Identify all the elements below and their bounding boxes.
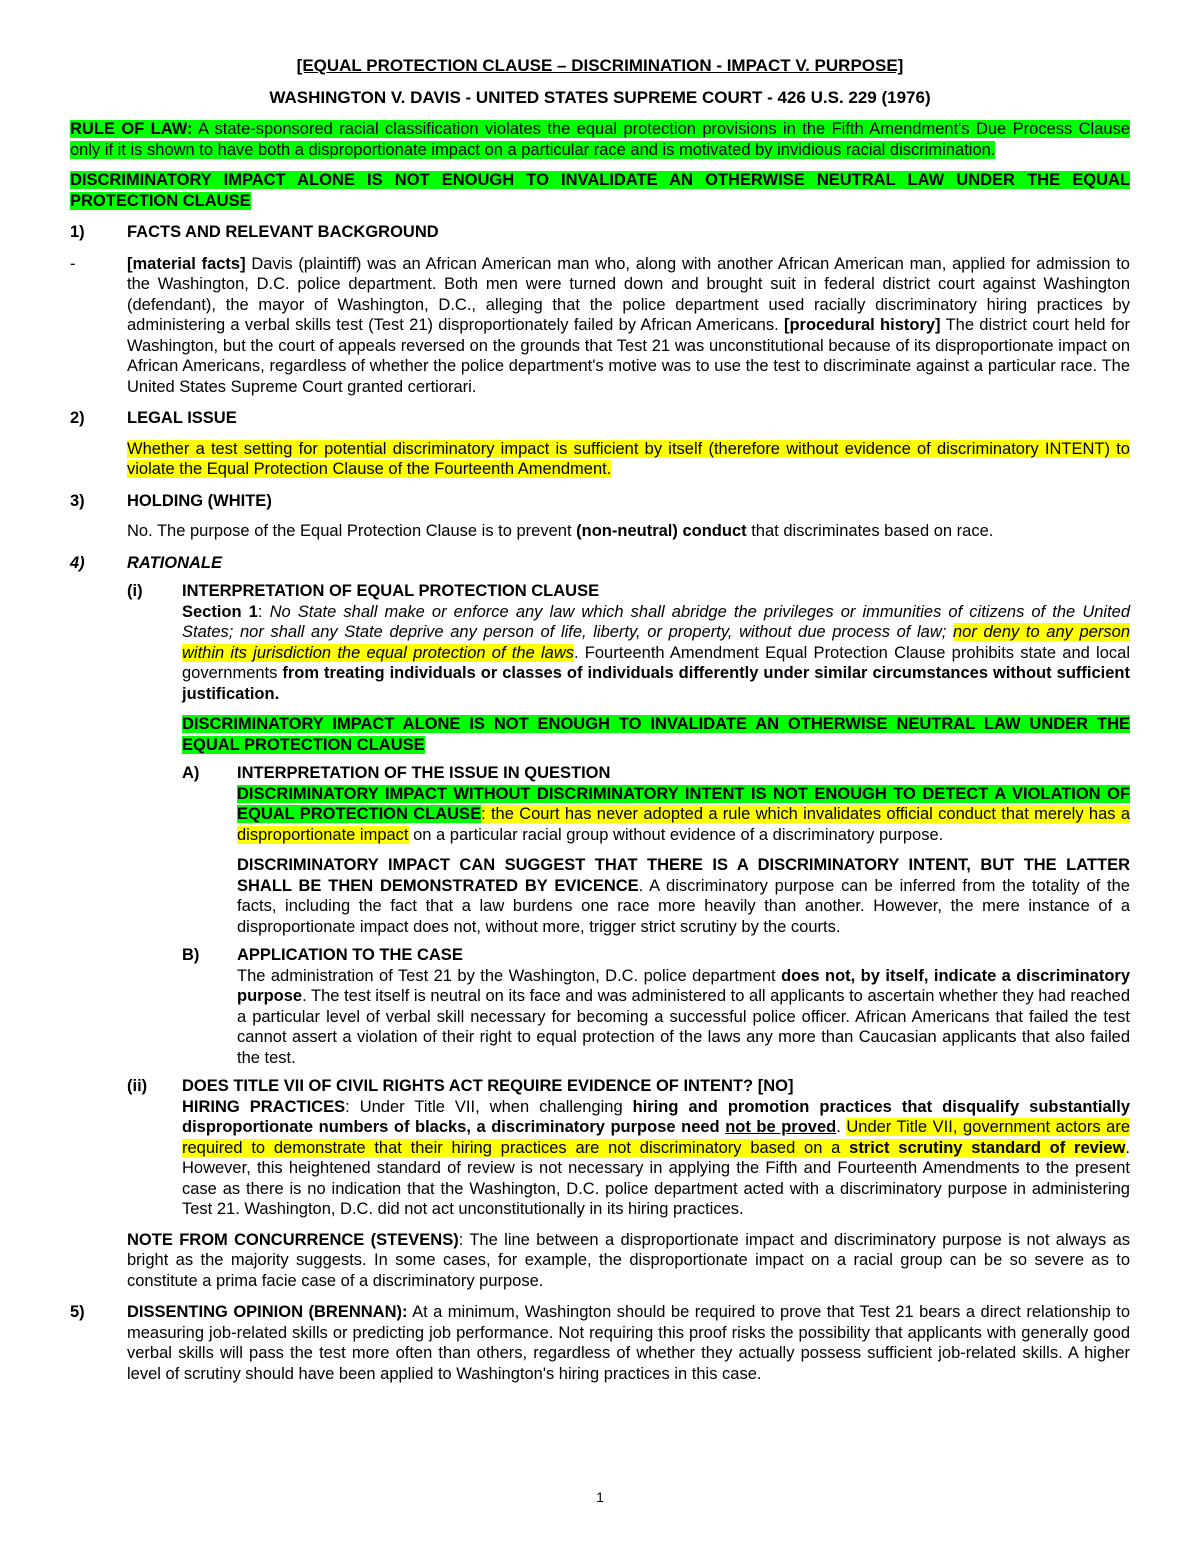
section-heading: LEGAL ISSUE: [127, 409, 237, 427]
issue-text: [127, 439, 1130, 480]
B-pre: The administration of Test 21 by the Washington, D.C. police department: [237, 966, 782, 985]
facts-label: [material facts]: [127, 254, 246, 273]
dissent-text: At a minimum, Washington should be required to prove that Test 21 bears a direct relationship to measuring job-related skills or predicting job performance. Not requiring this proof risks the possibility that applicants with generally good verbal skills will pass the test more often than others, regardless of whether they actually possess sufficient job-related skills. A higher level of scrutiny should have been applied to Washington's hiring practices in this case.: [127, 1303, 1131, 1383]
section-number: 5): [70, 1303, 85, 1321]
ii-post: . However, this heightened standard of review is not necessary in applying the Fifth and Fourteenth Amendments to the present case as there is no indication that the Washington, D.C. police department acted with a discriminatory purpose in administering Test 21. Washington, D.C. did not act unconstitutionally in its hiring practices.: [182, 1138, 1130, 1218]
A-plain-2: . A discriminatory purpose can be inferred from the totality of the facts, including the fact that a law burdens one race more heavily than another. However, the mere instance of a disproportionate impact does not, without more, trigger strict scrutiny by the courts.: [237, 876, 1130, 936]
case-citation: WASHINGTON V. DAVIS - UNITED STATES SUPREME COURT - 426 U.S. 229 (1976): [269, 88, 931, 107]
B-text: [237, 966, 1130, 1069]
ii-label: HIRING PRACTICES: [182, 1097, 346, 1116]
ii-yellow: Under Title VII, government actors are required to demonstrate that their hiring practices are not discriminatory based on a: [182, 1118, 1130, 1157]
rationale-A: [182, 763, 1130, 937]
note-label: NOTE FROM CONCURRENCE (STEVENS): [127, 1230, 459, 1249]
procedural-text: The district court held for Washington, but the court of appeals reversed on the grounds that Test 21 was unconstitutional because of its disproportionate impact on African Americans, regardless of whether the police department's motive was to use the test to discriminate against a particular race. The United States Supreme Court granted certiorari.: [127, 316, 1131, 396]
section-dissent: [70, 1302, 1130, 1384]
section-number: 4): [70, 553, 85, 572]
quote-mid: . Fourteenth Amendment Equal Protection Clause prohibits state and local governments: [182, 643, 1130, 682]
rule-text: A state-sponsored racial classification violates the equal protection provisions in the Fifth Amendment's Due Process Clause only if it is shown to have both a disproportionate impact on a particular race and is motivated by invidious racial discrimination.: [70, 120, 1130, 159]
subsub-number: B): [182, 946, 200, 964]
A-plain: on a particular racial group without evidence of a discriminatory purpose.: [408, 825, 944, 844]
document-page: [70, 55, 1130, 1384]
section-holding-heading: [70, 491, 1130, 512]
subsub-heading: APPLICATION TO THE CASE: [237, 946, 463, 964]
document-title: [70, 55, 1130, 77]
section-number: 2): [70, 409, 85, 427]
sub-number: (i): [127, 582, 143, 600]
page-number: 1: [596, 1489, 604, 1505]
rule-of-law: [70, 119, 1130, 160]
banner: [70, 170, 1130, 211]
rationale-i: [127, 581, 1130, 755]
rule-label: RULE OF LAW:: [70, 120, 193, 138]
ii-bold: hiring and promotion practices that disqualify substantially disproportionate numbers of blacks, a discriminatory purpose need: [182, 1097, 1130, 1136]
section-heading: FACTS AND RELEVANT BACKGROUND: [127, 223, 439, 241]
facts-paragraph: [70, 254, 1130, 398]
holding-text: [127, 521, 1130, 542]
A-text: [237, 784, 1130, 846]
section-heading: HOLDING (WHITE): [127, 491, 272, 510]
A-green: DISCRIMINATORY IMPACT WITHOUT DISCRIMINATORY INTENT IS NOT ENOUGH TO DETECT A VIOLATION OF EQUAL PROTECTION CLAUSE: [237, 784, 1130, 823]
rationale-ii: [127, 1076, 1130, 1220]
rationale-B: [182, 945, 1130, 1068]
holding-pre: No. The purpose of the Equal Protection Clause is to prevent: [127, 522, 577, 540]
subsub-number: A): [182, 764, 200, 782]
B-bold: does not, by itself, indicate a discriminatory purpose: [237, 966, 1130, 1005]
title-text: [EQUAL PROTECTION CLAUSE – DISCRIMINATION - IMPACT V. PURPOSE]: [296, 56, 904, 75]
A-text-2: [237, 855, 1130, 937]
section-number: 3): [70, 491, 85, 510]
concurrence-note: [127, 1230, 1130, 1292]
banner-text: DISCRIMINATORY IMPACT ALONE IS NOT ENOUGH TO INVALIDATE AN OTHERWISE NEUTRAL LAW UNDER THE EQUAL PROTECTION CLAUSE: [70, 171, 1130, 210]
section-facts-heading: [70, 222, 1130, 243]
quote-1: No State shall make or enforce any law which shall abridge the privileges or immunities of citizens of the United States; nor shall any State deprive any person of life, liberty, or property, without due process of law;: [182, 602, 1131, 641]
note-text: : The line between a disproportionate impact and discriminatory purpose is not always as bright as the majority suggests. In some cases, for example, the disproportionate impact on a racial group can be so severe as to constitute a prima facie case of a discriminatory purpose.: [127, 1230, 1131, 1290]
quote-2-highlight: nor deny to any person within its jurisdiction the equal protection of the laws: [182, 623, 1130, 662]
issue-highlight: Whether a test setting for potential discriminatory impact is sufficient by itself (therefore without evidence of discriminatory INTENT) to violate the Equal Protection Clause of the Fourteenth Amendment.: [127, 439, 1130, 478]
holding-post: that discriminates based on race.: [746, 522, 994, 540]
section-issue-heading: [70, 408, 1130, 429]
subsub-heading: INTERPRETATION OF THE ISSUE IN QUESTION: [237, 764, 611, 782]
ii-pre: : Under Title VII, when challenging: [345, 1097, 633, 1116]
ii-underline: not be proved: [725, 1118, 837, 1136]
section-heading: RATIONALE: [127, 553, 223, 572]
ii-yellow-bold: strict scrutiny standard of review: [849, 1138, 1126, 1157]
section-rationale-heading: [70, 553, 1130, 574]
section-number: 1): [70, 223, 85, 241]
quote-bold: from treating individuals or classes of individuals differently under similar circumstances without sufficient justification.: [182, 664, 1130, 703]
holding-bold: (non-neutral) conduct: [576, 522, 747, 540]
procedural-label: [procedural history]: [783, 316, 941, 334]
section-1-text: Section 1: No State shall make or enforce any law which shall abridge the privileges or immunities of citizens of the United States; nor shall any State deprive any person of life, liberty, or property, without due process of law; nor deny to any person within its jurisdiction the equal protection of the laws. Fourteenth Amendment Equal Protection Clause prohibits state and local governments from treating individuals or classes of individuals differently under similar circumstances without sufficient justification.: [182, 602, 1131, 703]
ii-text: HIRING PRACTICES: Under Title VII, when challenging hiring and promotion practices that disqualify substantially disproportionate numbers of blacks, a discriminatory purpose need not be proved. Under Title VII, government actors are required to demonstrate that their hiring practices are not discriminatory based on a strict scrutiny standard of review. However, this heightened standard of review is not necessary in applying the Fifth and Fourteenth Amendments to the present case as there is no indication that the Washington, D.C. police department acted with a discriminatory purpose in administering Test 21. Washington, D.C. did not act unconstitutionally in its hiring practices.: [182, 1097, 1130, 1218]
facts-text: Davis (plaintiff) was an African American man who, along with another African American man, applied for admission to the Washington, D.C. police department. Both men were turned down and brought suit in federal district court against Washington (defendant), the mayor of Washington, D.C., alleging that the police department used racially discriminatory hiring practices by administering a verbal skills test (Test 21) disproportionately failed by African Americans.: [127, 254, 1130, 334]
sub-number: (ii): [127, 1077, 148, 1095]
dissent-label: DISSENTING OPINION (BRENNAN):: [127, 1303, 408, 1321]
B-post: . The test itself is neutral on its face and was administered to all applicants to ascertain whether they had reached a particular level of verbal skill necessary for becoming a successful police officer. African Americans that failed the test cannot assert a violation of their right to equal protection of the laws any more than Caucasian applicants that also failed the test.: [237, 987, 1130, 1067]
sub-heading: DOES TITLE VII OF CIVIL RIGHTS ACT REQUIRE EVIDENCE OF INTENT? [NO]: [182, 1077, 794, 1095]
section-1-label: Section 1: [182, 602, 258, 621]
rationale-banner-text: DISCRIMINATORY IMPACT ALONE IS NOT ENOUGH TO INVALIDATE AN OTHERWISE NEUTRAL LAW UNDER THE EQUAL PROTECTION CLAUSE: [182, 715, 1130, 754]
sub-heading: INTERPRETATION OF EQUAL PROTECTION CLAUSE: [182, 582, 600, 600]
rationale-banner: [182, 714, 1130, 755]
A-yellow: : the Court has never adopted a rule which invalidates official conduct that merely has a disproportionate impact: [237, 805, 1130, 844]
A-bold-2: DISCRIMINATORY IMPACT CAN SUGGEST THAT THERE IS A DISCRIMINATORY INTENT, BUT THE LATTER SHALL BE THEN DEMONSTRATED BY EVICENCE: [237, 856, 1130, 895]
bullet-dash: -: [70, 254, 76, 273]
